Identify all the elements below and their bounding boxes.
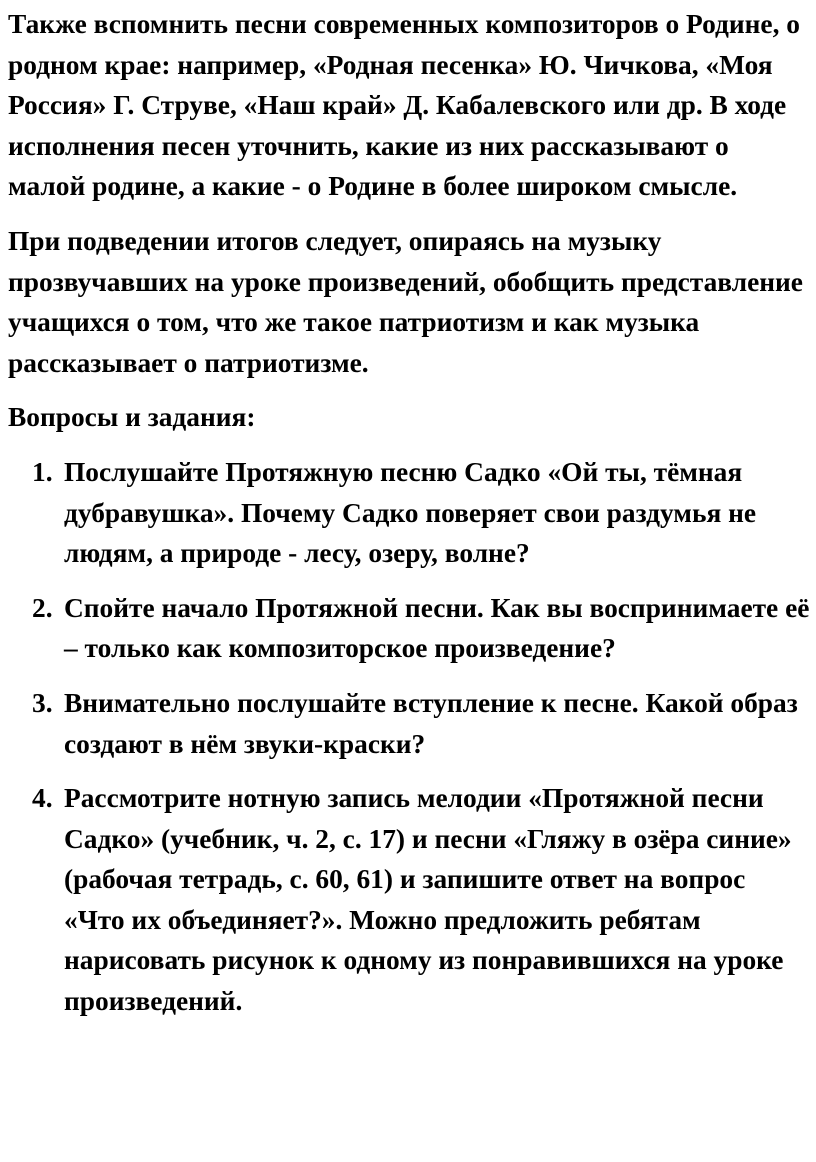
question-text: Спойте начало Протяжной песни. Как вы воспринимаете её – только как композиторское произведение? bbox=[64, 592, 810, 664]
question-number: 2. bbox=[32, 592, 53, 623]
list-item bbox=[8, 452, 810, 574]
question-text: Рассмотрите нотную запись мелодии «Протяжной песни Садко» (учебник, ч. 2, с. 17) и песни «Гляжу в озёра синие» (рабочая тетрадь, с. 60, 61) и запишите ответ на вопрос «Что их объединяет?». Можно предложить ребятам нарисовать рисунок к одному из понравившихся на уроке произведений. bbox=[64, 783, 792, 1017]
question-text: Послушайте Протяжную песню Садко «Ой ты, тёмная дубравушка». Почему Садко поверяет свои раздумья не людям, а природе - лесу, озеру, волне? bbox=[64, 456, 757, 569]
question-text: Внимательно послушайте вступление к песне. Какой образ создают в нём звуки-краски? bbox=[64, 687, 798, 759]
question-number: 1. bbox=[32, 456, 53, 487]
question-number: 3. bbox=[32, 687, 53, 718]
list-item bbox=[8, 683, 810, 764]
questions-heading: Вопросы и задания: bbox=[8, 402, 256, 433]
list-item bbox=[8, 588, 810, 669]
intro-paragraph: Также вспомнить песни современных композиторов о Родине, о родном крае: например, «Родная песенка» Ю. Чичкова, «Моя Россия» Г. Струве, «Наш край» Д. Кабалевского или др. В ходе исполнения песен уточнить, какие из них рассказывают о малой родине, а какие - о Родине в более широком смысле. bbox=[8, 9, 800, 202]
questions-list bbox=[8, 452, 810, 1022]
list-item bbox=[8, 778, 810, 1022]
question-number: 4. bbox=[32, 783, 53, 814]
summary-paragraph: При подведении итогов следует, опираясь на музыку прозвучавших на уроке произведений, обобщить представление учащихся о том, что же такое патриотизм и как музыка рассказывает о патриотизме. bbox=[8, 225, 803, 378]
